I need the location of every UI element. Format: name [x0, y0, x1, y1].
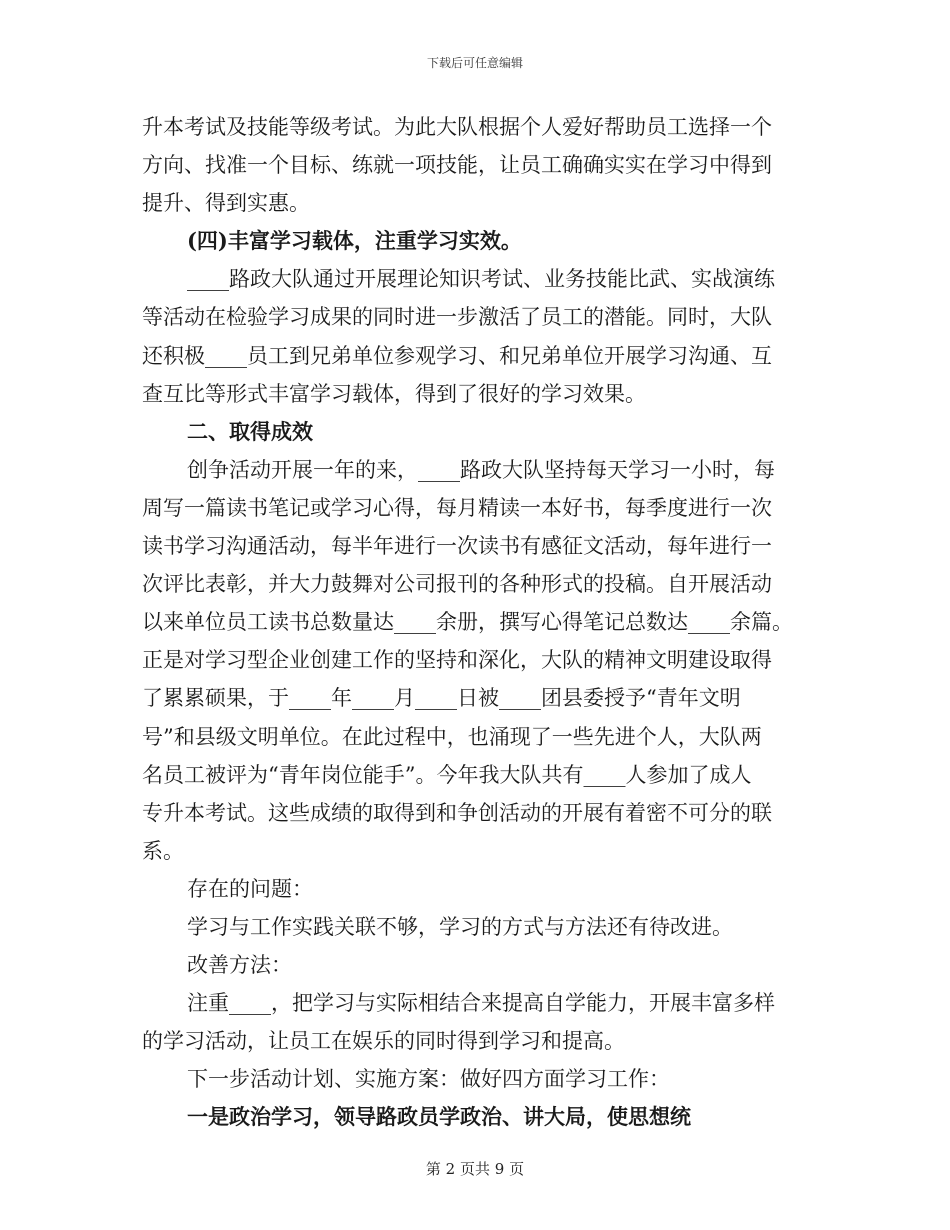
text-line: 查互比等形式丰富学习载体，得到了很好的学习效果。 [142, 381, 646, 406]
heading-line: 一是政治学习，领导路政员学政治、讲大局，使思想统 [187, 1104, 691, 1130]
text-line: 学习与工作实践关联不够，学习的方式与方法还有待改进。 [187, 914, 733, 939]
text-line: 等活动在检验学习成果的同时进一步激活了员工的潜能。同时，大队 [142, 305, 772, 330]
text-line: 方向、找准一个目标、练就一项技能，让员工确确实实在学习中得到 [142, 153, 772, 178]
text-line: 存在的问题： [187, 876, 313, 901]
text-line: 号”和县级文明单位。在此过程中，也涌现了一些先进个人，大队两 [142, 724, 762, 749]
text-line: 专升本考试。这些成绩的取得到和争创活动的开展有着密不可分的联 [142, 800, 772, 825]
text-line: 升本考试及技能等级考试。为此大队根据个人爱好帮助员工选择一个 [142, 115, 772, 139]
page-header: 下载后可任意编辑 [426, 56, 523, 70]
text-line: 以来单位员工读书总数量达____余册，撰写心得笔记总数达____余篇。 [142, 610, 793, 635]
heading-line: (四)丰富学习载体，注重学习实效。 [187, 228, 522, 254]
text-line: 下一步活动计划、实施方案：做好四方面学习工作： [187, 1067, 670, 1092]
text-line: 创争活动开展一年的来，____路政大队坚持每天学习一小时，每 [187, 457, 775, 482]
text-line: 次评比表彰，并大力鼓舞对公司报刊的各种形式的投稿。自开展活动 [142, 572, 772, 597]
text-line: 正是对学习型企业创建工作的坚持和深化，大队的精神文明建设取得 [142, 648, 772, 673]
text-line: 系。 [142, 838, 184, 863]
text-line: 读书学习沟通活动，每半年进行一次读书有感征文活动，每年进行一 [142, 534, 772, 559]
text-line: 名员工被评为“青年岗位能手”。今年我大队共有____人参加了成人 [142, 762, 752, 787]
document-body [142, 108, 810, 1137]
text-line: 注重____，把学习与实际相结合来提高自学能力，开展丰富多样 [187, 991, 775, 1016]
text-line: 了累累硕果，于____年____月____日被____团县委授予“青年文明 [142, 686, 741, 711]
text-line: 周写一篇读书笔记或学习心得，每月精读一本好书，每季度进行一次 [142, 495, 772, 520]
text-line: 改善方法： [187, 953, 292, 978]
heading-line: 二、取得成效 [187, 418, 313, 444]
page-footer: 第 2 页共 9 页 [425, 1160, 525, 1178]
text-line: 还积极____员工到兄弟单位参观学习、和兄弟单位开展学习沟通、互 [142, 343, 772, 368]
text-line: 的学习活动，让员工在娱乐的同时得到学习和提高。 [142, 1029, 625, 1054]
text-line: ____路政大队通过开展理论知识考试、业务技能比武、实战演练 [187, 267, 775, 292]
text-line: 提升、得到实惠。 [142, 191, 310, 216]
